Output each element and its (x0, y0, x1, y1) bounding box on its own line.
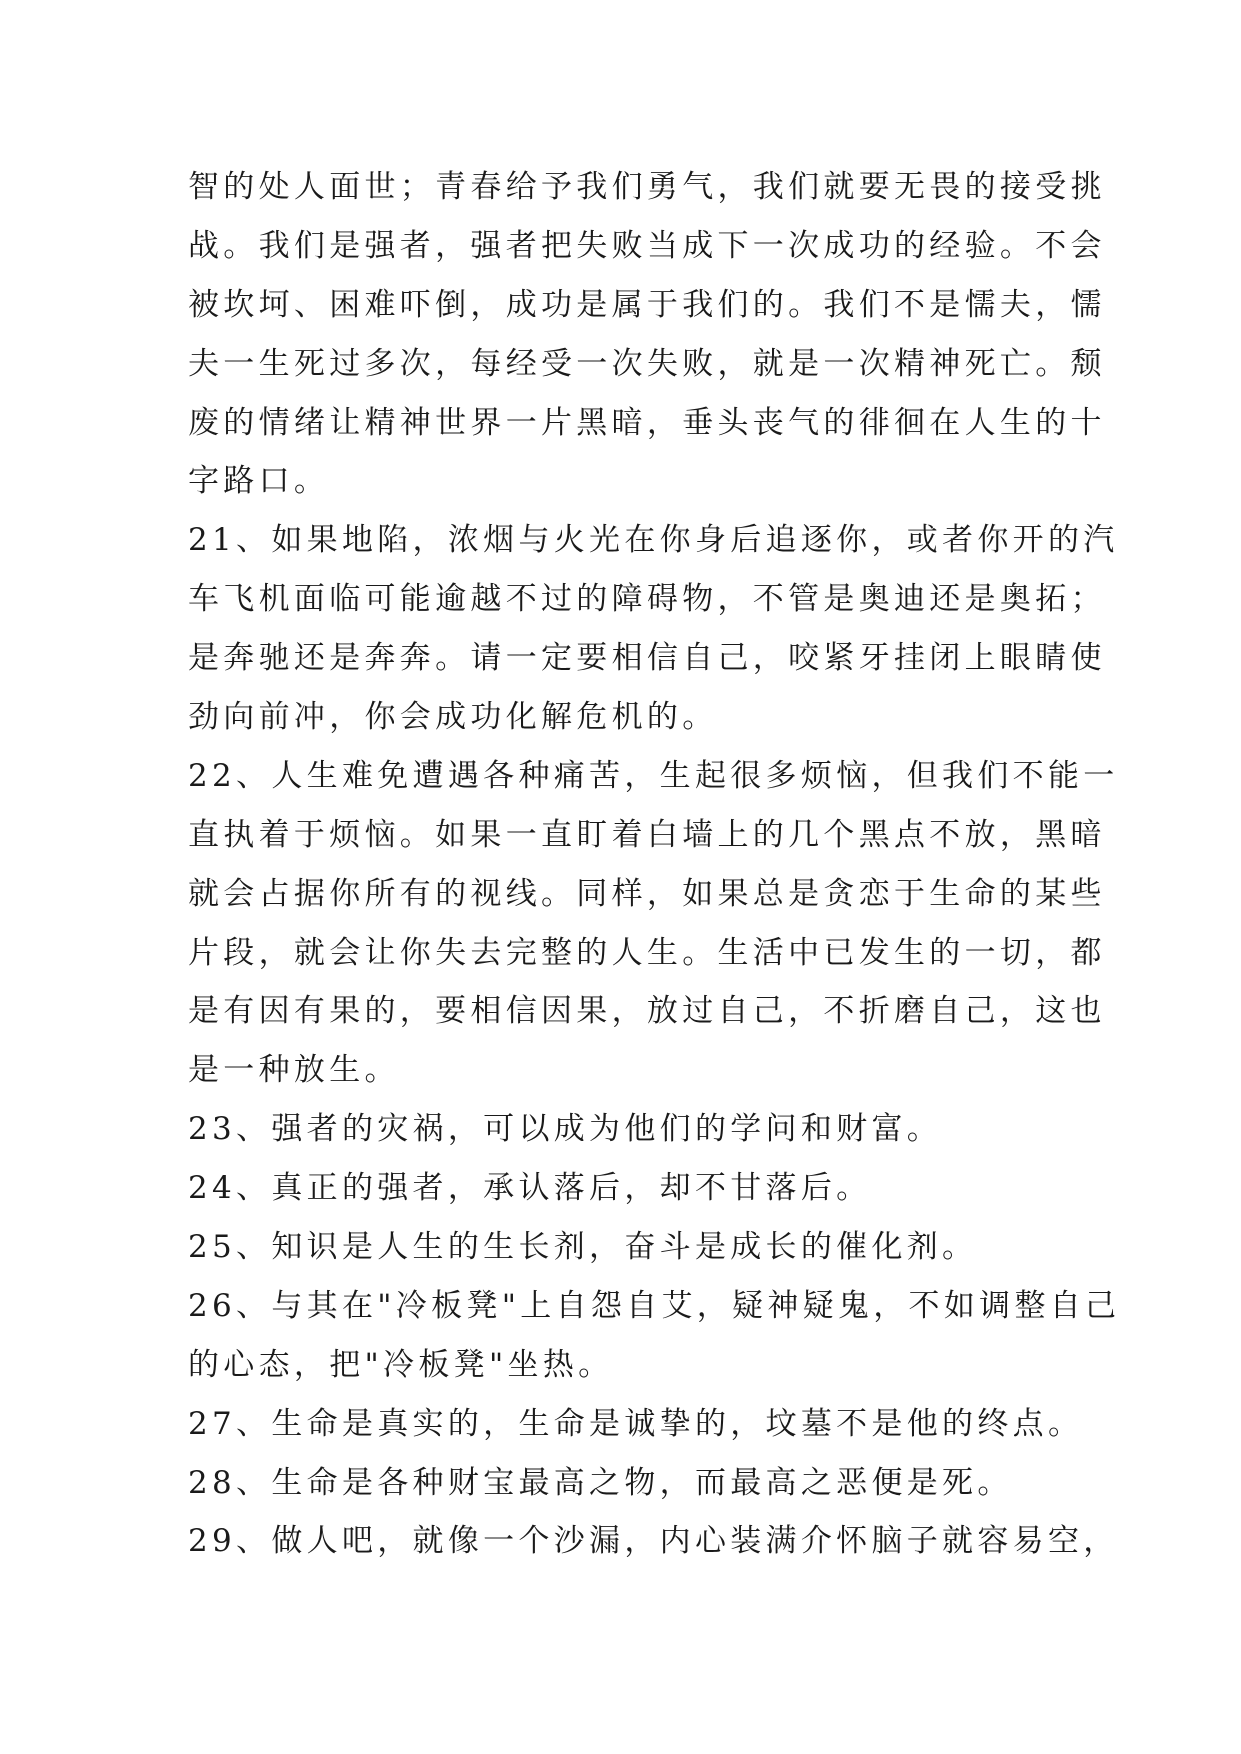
text-line: 智的处人面世；青春给予我们勇气，我们就要无畏的接受挑 (188, 169, 1106, 205)
document-body (188, 158, 1121, 1571)
text-line: 27、生命是真实的，生命是诚挚的，坟墓不是他的终点。 (188, 1405, 1084, 1442)
text-line: 夫一生死过多次，每经受一次失败，就是一次精神死亡。颓 (188, 345, 1106, 382)
text-line: 劲向前冲，你会成功化解危机的。 (188, 699, 718, 736)
text-line: 字路口。 (188, 463, 330, 500)
text-line: 24、真正的强者，承认落后，却不甘落后。 (188, 1170, 872, 1207)
text-line: 23、强者的灾祸，可以成为他们的学问和财富。 (188, 1111, 943, 1148)
text-line: 就会占据你所有的视线。同样，如果总是贪恋于生命的某些 (188, 875, 1106, 912)
text-line: 是有因有果的，要相信因果，放过自己，不折磨自己，这也 (188, 993, 1106, 1030)
text-line: 25、知识是人生的生长剂，奋斗是成长的催化剂。 (188, 1229, 978, 1266)
text-line: 的心态，把"冷板凳"坐热。 (188, 1346, 614, 1383)
text-line: 22、人生难免遭遇各种痛苦，生起很多烦恼，但我们不能一 (188, 757, 1119, 794)
text-line: 是一种放生。 (188, 1052, 400, 1089)
text-line: 21、如果地陷，浓烟与火光在你身后追逐你，或者你开的汽 (188, 522, 1119, 559)
text-line: 直执着于烦恼。如果一直盯着白墙上的几个黑点不放，黑暗 (188, 816, 1106, 853)
text-line: 被坎坷、困难吓倒，成功是属于我们的。我们不是懦夫，懦 (188, 286, 1106, 323)
text-line: 26、与其在"冷板凳"上自怨自艾，疑神疑鬼，不如调整自己 (188, 1287, 1121, 1324)
text-line: 片段，就会让你失去完整的人生。生活中已发生的一切，都 (188, 934, 1106, 971)
text-line: 车飞机面临可能逾越不过的障碍物，不管是奥迪还是奥拓； (188, 581, 1106, 618)
text-line: 废的情绪让精神世界一片黑暗，垂头丧气的徘徊在人生的十 (188, 404, 1106, 441)
text-line: 是奔驰还是奔奔。请一定要相信自己，咬紧牙挂闭上眼睛使 (188, 640, 1106, 677)
text-line: 28、生命是各种财宝最高之物，而最高之恶便是死。 (188, 1464, 1013, 1501)
text-line: 战。我们是强者，强者把失败当成下一次成功的经验。不会 (188, 227, 1106, 264)
text-line: 29、做人吧，就像一个沙漏，内心装满介怀脑子就容易空， (188, 1523, 1119, 1560)
